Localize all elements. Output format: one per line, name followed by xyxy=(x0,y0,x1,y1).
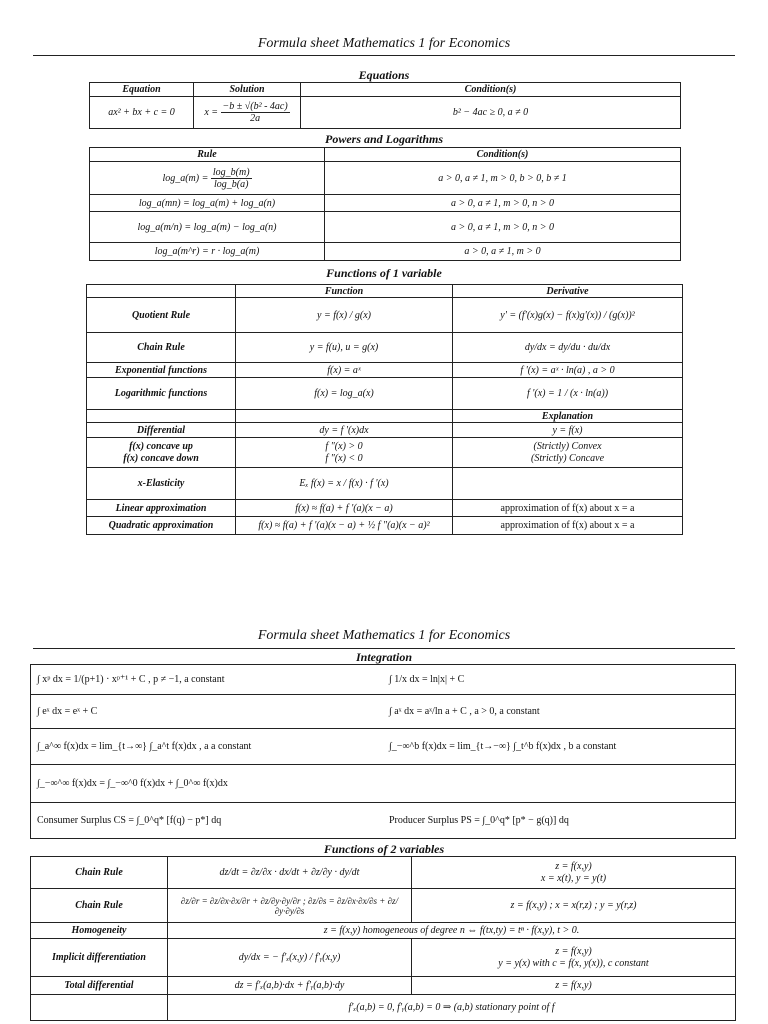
row-label: Implicit differentiation xyxy=(31,939,168,977)
integral-cell: ∫_−∞^b f(x)dx = lim_{t→−∞} ∫_t^b f(x)dx , b a constant xyxy=(383,729,736,765)
function-cell: f(x) ≈ f(a) + f '(a)(x − a) + ½ f "(a)(x − a)² xyxy=(236,517,453,535)
sheet1-title: Formula sheet Mathematics 1 for Economics xyxy=(257,36,511,51)
formula-cell: dz = f′ₓ(a,b)·dx + f′ᵧ(a,b)·dy xyxy=(168,977,412,995)
row-label: Chain Rule xyxy=(31,889,168,923)
col-solution: Solution xyxy=(194,83,301,97)
solution-cell xyxy=(194,97,301,129)
integral-cell: ∫ 1/x dx = ln|x| + C xyxy=(383,665,736,695)
derivative-cell: y' = (f'(x)g(x) − f(x)g'(x)) / (g(x))² xyxy=(453,298,683,333)
col-equation: Equation xyxy=(90,83,194,97)
condition-cell: z = f(x,y) x = x(t), y = y(t) xyxy=(412,857,736,889)
function-cell: dy = f '(x)dx xyxy=(236,423,453,438)
rule-lhs: log_a(m) = xyxy=(162,172,209,184)
condition-cell: z = f(x,y) ; x = x(r,z) ; y = y(r,z) xyxy=(412,889,736,923)
row-label: Quotient Rule xyxy=(87,298,236,333)
solution-numerator: −b ± √(b² - 4ac) xyxy=(222,101,288,112)
condition-cell: a > 0, a ≠ 1, m > 0, n > 0 xyxy=(325,212,681,243)
sheet2-title: Formula sheet Mathematics 1 for Economics xyxy=(257,628,511,643)
formula-cell: ∂z/∂r = ∂z/∂x·∂x/∂r + ∂z/∂y·∂y/∂r ; ∂z/∂s = ∂z/∂x·∂x/∂s + ∂z/∂y·∂y/∂s xyxy=(168,889,412,923)
row-label: Homogeneity xyxy=(31,923,168,939)
row-label: Chain Rule xyxy=(87,333,236,363)
spacer-cell xyxy=(236,410,453,423)
function-cell: f(x) = log_a(x) xyxy=(236,378,453,410)
rule-change-base xyxy=(90,162,325,195)
col-function: Function xyxy=(236,285,453,298)
col-conditions: Condition(s) xyxy=(301,83,681,97)
integral-cell xyxy=(383,765,736,803)
integral-cell: ∫ eˣ dx = eˣ + C xyxy=(31,695,384,729)
formula-cell: dy/dx = − f′ₓ(x,y) / f′ᵧ(x,y) xyxy=(168,939,412,977)
formula-cell: z = f(x,y) homogeneous of degree n ⇔ f(tx,ty) = tⁿ · f(x,y), t > 0. xyxy=(168,923,736,939)
integral-cell: Producer Surplus PS = ∫_0^q* [p* − g(q)] dq xyxy=(383,803,736,839)
functions1-table xyxy=(86,284,683,535)
integral-cell: ∫_a^∞ f(x)dx = lim_{t→∞} ∫_a^t f(x)dx , a a constant xyxy=(31,729,384,765)
equations-heading: Equations xyxy=(358,68,410,82)
function-cell: y = f(u), u = g(x) xyxy=(236,333,453,363)
condition-cell: z = f(x,y) y = y(x) with c = f(x, y(x)), c constant xyxy=(412,939,736,977)
derivative-cell: dy/dx = dy/du · du/dx xyxy=(453,333,683,363)
explanation-cell: y = f(x) xyxy=(453,423,683,438)
explanation-cell: approximation of f(x) about x = a xyxy=(453,500,683,517)
functions2-table xyxy=(30,856,736,1021)
col-power-conditions: Condition(s) xyxy=(325,148,681,162)
rule-numerator: log_b(m) xyxy=(212,166,250,178)
solution-lhs: x = xyxy=(204,106,219,118)
equation-condition: b² − 4ac ≥ 0, a ≠ 0 xyxy=(301,97,681,129)
integral-cell: ∫_−∞^∞ f(x)dx = ∫_−∞^0 f(x)dx + ∫_0^∞ f(x)dx xyxy=(31,765,384,803)
col-rule: Rule xyxy=(90,148,325,162)
condition-cell: a > 0, a ≠ 1, m > 0 xyxy=(325,243,681,261)
row-label: f(x) concave up f(x) concave down xyxy=(87,438,236,468)
function-cell: y = f(x) / g(x) xyxy=(236,298,453,333)
row-label: Total differential xyxy=(31,977,168,995)
row-label: Exponential functions xyxy=(87,363,236,378)
solution-denominator: 2a xyxy=(250,113,261,124)
derivative-cell: f '(x) = aˣ · ln(a) , a > 0 xyxy=(453,363,683,378)
explanation-cell: (Strictly) Convex (Strictly) Concave xyxy=(453,438,683,468)
integral-cell: ∫ xᵖ dx = 1/(p+1) · xᵖ⁺¹ + C , p ≠ −1, a constant xyxy=(31,665,384,695)
row-label: x-Elasticity xyxy=(87,468,236,500)
equations-table xyxy=(89,82,681,129)
rule-quotient: log_a(m/n) = log_a(m) − log_a(n) xyxy=(90,212,325,243)
condition-cell: z = f(x,y) xyxy=(412,977,736,995)
powers-heading: Powers and Logarithms xyxy=(324,132,444,146)
condition-cell: a > 0, a ≠ 1, m > 0, b > 0, b ≠ 1 xyxy=(325,162,681,195)
spacer-cell xyxy=(87,410,236,423)
integration-heading: Integration xyxy=(355,650,412,664)
row-label: Chain Rule xyxy=(31,857,168,889)
function-cell: Eₓ f(x) = x / f(x) · f '(x) xyxy=(236,468,453,500)
explanation-cell: approximation of f(x) about x = a xyxy=(453,517,683,535)
function-cell: f(x) ≈ f(a) + f '(a)(x − a) xyxy=(236,500,453,517)
rule-denominator: log_b(a) xyxy=(213,178,249,190)
col-blank xyxy=(87,285,236,298)
derivative-cell: f '(x) = 1 / (x · ln(a)) xyxy=(453,378,683,410)
col-derivative: Derivative xyxy=(453,285,683,298)
equation-cell: ax² + bx + c = 0 xyxy=(90,97,194,129)
row-label: Differential xyxy=(87,423,236,438)
rule-product: log_a(mn) = log_a(m) + log_a(n) xyxy=(90,195,325,212)
col-explanation: Explanation xyxy=(453,410,683,423)
explanation-cell xyxy=(453,468,683,500)
rule-power: log_a(m^r) = r · log_a(m) xyxy=(90,243,325,261)
functions1-heading: Functions of 1 variable xyxy=(326,266,442,280)
row-label: Quadratic approximation xyxy=(87,517,236,535)
function-cell: f "(x) > 0 f "(x) < 0 xyxy=(236,438,453,468)
formula-cell: f′ₓ(a,b) = 0, f′ᵧ(a,b) = 0 ⇒ (a,b) stationary point of f xyxy=(168,995,736,1021)
title-rule xyxy=(33,55,735,56)
powers-table xyxy=(89,147,681,261)
formula-cell: dz/dt = ∂z/∂x · dx/dt + ∂z/∂y · dy/dt xyxy=(168,857,412,889)
function-cell: f(x) = aˣ xyxy=(236,363,453,378)
row-label: Logarithmic functions xyxy=(87,378,236,410)
condition-cell: a > 0, a ≠ 1, m > 0, n > 0 xyxy=(325,195,681,212)
integration-table xyxy=(30,664,736,839)
integral-cell: Consumer Surplus CS = ∫_0^q* [f(q) − p*] dq xyxy=(31,803,384,839)
integral-cell: ∫ aˣ dx = aˣ/ln a + C , a > 0, a constant xyxy=(383,695,736,729)
row-label xyxy=(31,995,168,1021)
functions2-heading: Functions of 2 variables xyxy=(323,842,445,856)
title-rule xyxy=(33,648,735,649)
row-label: Linear approximation xyxy=(87,500,236,517)
